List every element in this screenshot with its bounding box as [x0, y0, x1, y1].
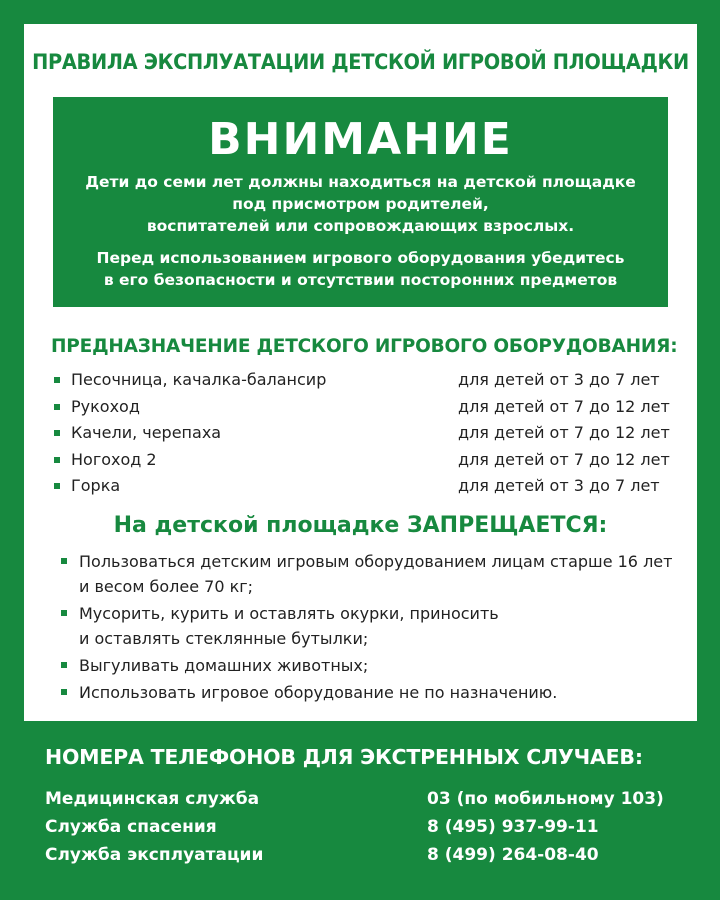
- equipment-age: для детей от 3 до 7 лет: [458, 370, 660, 389]
- sign-title: ПРАВИЛА ЭКСПЛУАТАЦИИ ДЕТСКОЙ ИГРОВОЙ ПЛОЩАДКИ: [32, 50, 689, 75]
- equipment-name: Песочница, качалка-балансир: [71, 370, 327, 389]
- phone-number: 8 (495) 937-99-11: [427, 817, 599, 837]
- phone-row: [45, 813, 695, 841]
- equipment-list: [51, 367, 671, 500]
- service-name: Служба спасения: [45, 817, 217, 837]
- square-bullet-icon: [54, 483, 60, 489]
- service-name: Служба эксплуатации: [45, 845, 264, 865]
- equipment-age: для детей от 7 до 12 лет: [458, 396, 670, 416]
- attention-paragraph-2: [53, 247, 668, 291]
- attention-line: под присмотром родителей,: [232, 195, 489, 213]
- square-bullet-icon: [54, 404, 60, 410]
- square-bullet-icon: [61, 689, 67, 695]
- square-bullet-icon: [54, 430, 60, 436]
- forbidden-title: На детской площадке ЗАПРЕЩАЕТСЯ:: [113, 513, 608, 538]
- list-item: [61, 549, 681, 599]
- equipment-age: для детей от 7 до 12 лет: [458, 449, 670, 469]
- phone-number: 03 (по мобильному 103): [427, 789, 664, 809]
- phone-number: 8 (499) 264-08-40: [427, 845, 599, 865]
- equipment-name: Ногоход 2: [71, 449, 157, 469]
- forbidden-text: и весом более 70 кг;: [79, 577, 254, 596]
- equipment-name: Качели, черепаха: [71, 423, 222, 442]
- list-item: [51, 394, 671, 421]
- square-bullet-icon: [54, 377, 60, 383]
- service-name: Медицинская служба: [45, 789, 260, 809]
- phone-row: [45, 785, 695, 813]
- forbidden-text: и оставлять стеклянные бутылки;: [79, 629, 369, 648]
- purpose-title: ПРЕДНАЗНАЧЕНИЕ ДЕТСКОГО ИГРОВОГО ОБОРУДОВАНИЯ:: [51, 336, 678, 357]
- square-bullet-icon: [61, 610, 67, 616]
- square-bullet-icon: [61, 558, 67, 564]
- forbidden-text: Использовать игровое оборудование не по назначению.: [79, 683, 558, 702]
- white-panel: [24, 24, 697, 721]
- attention-line: воспитателей или сопровождающих взрослых.: [146, 217, 575, 235]
- list-item: [51, 367, 671, 394]
- forbidden-text: Мусорить, курить и оставлять окурки, приносить: [79, 604, 499, 623]
- attention-line: Дети до семи лет должны находиться на детской площадке: [85, 173, 636, 191]
- equipment-age: для детей от 3 до 7 лет: [458, 476, 660, 495]
- list-item: [61, 680, 681, 705]
- forbidden-list: [61, 549, 681, 707]
- list-item: [61, 653, 681, 678]
- attention-line: в его безопасности и отсутствии посторонних предметов: [103, 271, 618, 289]
- phones-list: [45, 785, 695, 869]
- square-bullet-icon: [54, 457, 60, 463]
- list-item: [51, 447, 671, 474]
- square-bullet-icon: [61, 662, 67, 668]
- attention-heading: ВНИМАНИЕ: [208, 114, 513, 165]
- attention-paragraph-1: [53, 171, 668, 237]
- phone-row: [45, 841, 695, 869]
- equipment-name: Горка: [71, 476, 121, 495]
- attention-box: [53, 97, 668, 307]
- list-item: [61, 601, 681, 651]
- phones-title: НОМЕРА ТЕЛЕФОНОВ ДЛЯ ЭКСТРЕННЫХ СЛУЧАЕВ:: [45, 745, 643, 769]
- equipment-name: Рукоход: [71, 396, 140, 416]
- list-item: [51, 420, 671, 447]
- list-item: [51, 473, 671, 500]
- forbidden-text: Выгуливать домашних животных;: [79, 656, 369, 675]
- forbidden-text: Пользоваться детским игровым оборудованием лицам старше 16 лет: [79, 552, 673, 571]
- equipment-age: для детей от 7 до 12 лет: [458, 423, 670, 442]
- attention-line: Перед использованием игрового оборудования убедитесь: [96, 249, 625, 267]
